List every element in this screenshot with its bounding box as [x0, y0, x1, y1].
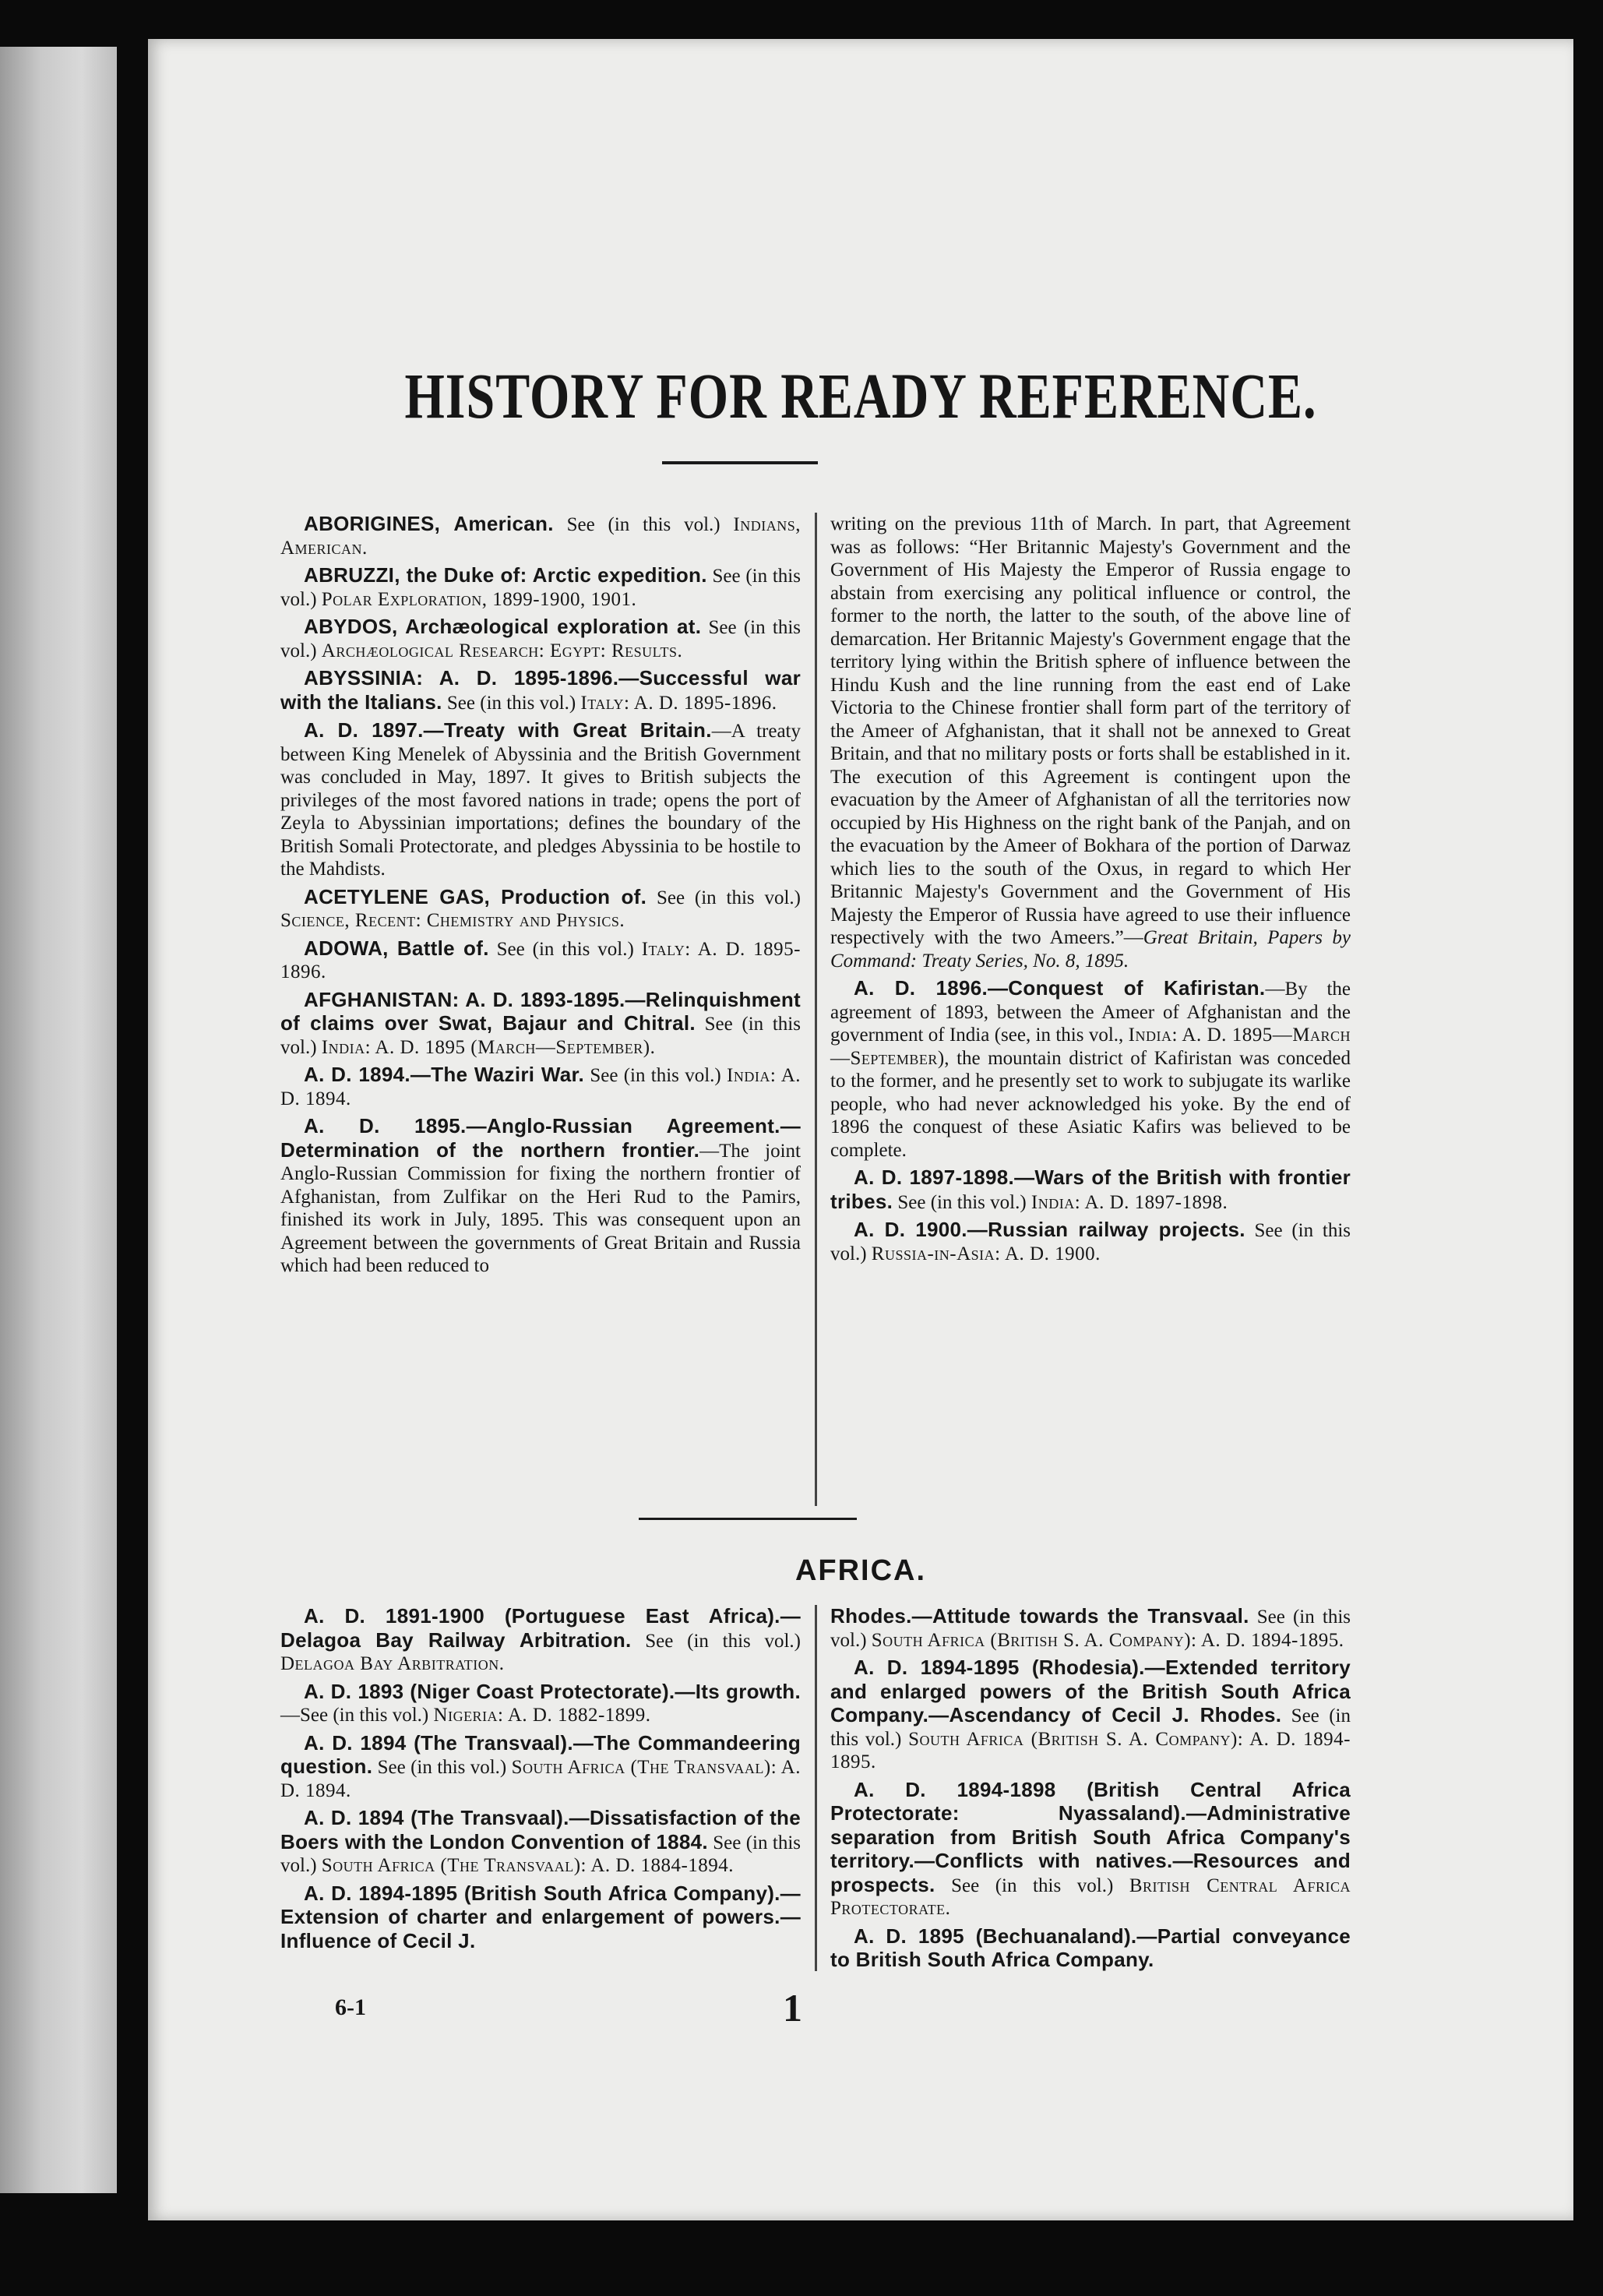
africa-column-divider — [815, 1605, 817, 1971]
entry-text: See (in this vol.) — [553, 514, 734, 535]
entry-text: See (in this vol.) — [830, 1705, 1351, 1750]
cross-reference: South Africa (British S. A. Company): A. D. 1894-1895. — [830, 1728, 1351, 1772]
cross-reference: South Africa (The Transvaal): A. D. 1894. — [280, 1757, 801, 1801]
entry-paragraph — [280, 886, 801, 933]
entry-paragraph — [830, 1605, 1351, 1652]
cross-reference: Archæological Research: Egypt: Results. — [321, 640, 683, 661]
entry-paragraph — [830, 977, 1351, 1162]
entry-subheading: A. D. 1894 (The Transvaal).—Dissatisfaction of the Boers with the London Convention of 1884. — [280, 1806, 801, 1853]
cross-reference: South Africa (The Transvaal): A. D. 1884-1894. — [321, 1855, 735, 1876]
cross-reference: Polar Exploration, 1899-1900, 1901. — [321, 588, 637, 610]
previous-page-edge — [0, 47, 117, 2193]
entry-text: See (in this vol.) — [631, 1630, 802, 1652]
entry-paragraph — [280, 1115, 801, 1278]
cross-reference: India: A. D. 1894. — [280, 1065, 801, 1109]
entry-paragraph — [280, 1882, 801, 1954]
entry-headword: ABYDOS, Archæological exploration at. — [304, 615, 702, 638]
entry-text: See (in this vol.) — [442, 692, 581, 714]
cross-reference: Russia-in-Asia: A. D. 1900. — [871, 1243, 1101, 1264]
entry-subheading: A. D. 1894-1895 (British South Africa Company).—Extension of charter and enlargement of powers.—Influence of Cecil J. — [280, 1881, 801, 1952]
entry-text: See (in this vol.) — [584, 1065, 728, 1086]
entry-headword: AFGHANISTAN: — [304, 987, 460, 1011]
entry-text: See (in this vol.) — [372, 1757, 512, 1778]
entry-headword: ADOWA, Battle of. — [304, 936, 489, 960]
entry-subheading: A. D. 1895-1896.—Successful war with the Italians. — [280, 666, 801, 714]
entry-subheading: A. D. 1894.—The Waziri War. — [304, 1063, 585, 1086]
entry-text: See (in this vol.) — [280, 566, 801, 610]
entry-paragraph — [280, 564, 801, 611]
document-page — [148, 39, 1573, 2220]
entry-subheading: Rhodes.—Attitude towards the Transvaal. — [830, 1604, 1249, 1628]
section-heading: AFRICA. — [794, 1554, 927, 1587]
entry-subheading: A. D. 1891-1900 (Portuguese East Africa).—Delagoa Bay Railway Arbitration. — [280, 1604, 801, 1652]
cross-reference: India: A. D. 1895—March—September — [830, 1025, 1351, 1069]
entry-text: See (in this vol.) — [830, 1606, 1351, 1651]
entry-text: —A treaty between King Menelek of Abyssinia and the British Government was concluded in May, 1897. It gives to British subjects the privileges of the most favored nations in trade; opens the port of Zeyla to Abyssinian importations; defines the boundary of the British Somali Protectorate, and pledges Abyssinia to be hostile to the Mahdists. — [280, 721, 801, 880]
cross-reference: Delagoa Bay Arbitration. — [280, 1653, 505, 1674]
cross-reference: India: A. D. 1897-1898. — [1030, 1191, 1228, 1213]
cross-reference: Science, Recent: Chemistry and Physics. — [280, 910, 625, 931]
entry-paragraph — [280, 989, 801, 1060]
entry-text: —The joint Anglo-Russian Commission for fixing the northern frontier of Afghanistan, from Zulfikar on the Heri Rud to the Pamirs, finished its work in July, 1895. This was consequent upon an Agreement between the governments of Great Britain and Russia which had been reduced to — [280, 1140, 801, 1276]
entry-text: See (in this vol.) — [646, 887, 801, 908]
citation: Great Britain, Papers by Command: Treaty Series, No. 8, 1895. — [830, 927, 1351, 972]
entry-paragraph — [280, 1807, 801, 1878]
cross-reference: Indians, American. — [280, 514, 801, 559]
entry-paragraph — [280, 1063, 801, 1110]
africa-column-left — [280, 1605, 801, 1958]
entry-paragraph — [830, 1166, 1351, 1214]
column-left — [280, 513, 801, 1282]
entry-subheading: A. D. 1897.—Treaty with Great Britain. — [304, 718, 712, 742]
entry-text: writing on the previous 11th of March. In part, that Agreement was as follows: “Her Britannic Majesty's Government and the Government of His Majesty the Emperor of Russia engage to abstain from exercising any political influence or control, the former to the north, the latter to the south, of the above line of demarcation. Her Britannic Majesty's Government engage that the territory lying within the British sphere of influence between the Hindu Kush and the line running from the east end of Lake Victoria to the Chinese frontier shall form part of the territory of the Ameer of Afghanistan, that it shall not be annexed to Great Britain, and that no military posts or forts shall be established in it. The execution of this Agreement is contingent upon the evacuation by the Ameer of Afghanistan of all the territories now occupied by His Highness on the right bank of the Panjah, and on the evacuation by the Ameer of Bokhara of the portion of Darwaz which lies to the south of the Oxus, in regard to which Her Britannic Majesty's Government and the Government of His Majesty the Emperor of Russia have agreed to use their influence respectively with the two Ameers.”— — [830, 513, 1351, 948]
entry-paragraph — [280, 1681, 801, 1727]
entry-text: See (in this vol.) — [280, 1014, 801, 1058]
entry-paragraph — [280, 1732, 801, 1803]
entry-paragraph — [280, 667, 801, 714]
cross-reference: Italy: A. D. 1895-1896. — [580, 692, 777, 714]
cross-reference: British Central Africa Protectorate. — [830, 1875, 1351, 1919]
entry-headword: ABORIGINES, American. — [304, 512, 554, 535]
africa-column-right — [830, 1605, 1351, 1977]
cross-reference: Nigeria: A. D. 1882-1899. — [433, 1705, 651, 1726]
entry-subheading: A. D. 1894-1898 (British Central Africa Protectorate: Nyassaland).—Administrative separation from British South Africa Company's territory.—Conflicts with natives.—Resources and prospects. — [830, 1777, 1351, 1896]
entry-subheading: A. D. 1893-1895.—Relinquishment of claims over Swat, Bajaur and Chitral. — [280, 987, 801, 1035]
entry-paragraph — [280, 719, 801, 881]
page-number: 1 — [783, 1986, 802, 2030]
cross-reference: South Africa (British S. A. Company): A. D. 1894-1895. — [871, 1629, 1344, 1651]
section-rule — [639, 1518, 857, 1520]
entry-paragraph — [830, 1219, 1351, 1265]
entry-headword: ACETYLENE GAS, Production of. — [304, 884, 647, 908]
entry-paragraph — [830, 1925, 1351, 1973]
column-divider — [815, 513, 817, 1506]
entry-paragraph — [280, 513, 801, 559]
entry-subheading: A. D. 1895.—Anglo-Russian Agreement.—Determination of the northern frontier. — [280, 1114, 801, 1162]
entry-text: See (in this vol.) — [488, 938, 642, 960]
cross-reference: India: A. D. 1895 (March—September). — [321, 1036, 656, 1058]
entry-subheading: A. D. 1895 (Bechuanaland).—Partial conveyance to British South Africa Company. — [830, 1924, 1351, 1971]
entry-paragraph — [830, 1779, 1351, 1920]
entry-subheading: A. D. 1894-1895 (Rhodesia).—Extended territory and enlarged powers of the British South Africa Company.—Ascendancy of Cecil J. Rhodes. — [830, 1656, 1351, 1726]
entry-text: ), the mountain district of Kafiristan was conceded to the former, and he presently set to work to subjugate its warlike people, who had never acknowledged his yoke. By the end of 1896 the conquest of these Asiatic Kafirs was believed to be complete. — [830, 1047, 1351, 1161]
page-title: HISTORY FOR READY REFERENCE. — [404, 361, 1317, 432]
entry-subheading: A. D. 1894 (The Transvaal).—The Commandeering question. — [280, 1730, 801, 1778]
entry-text: See (in this vol.) — [830, 1220, 1351, 1264]
entry-text: See (in this vol.) — [280, 617, 801, 661]
entry-text: See (in this vol.) — [935, 1875, 1129, 1896]
entry-paragraph — [830, 513, 1351, 972]
entry-paragraph — [280, 1605, 801, 1676]
entry-paragraph — [830, 1656, 1351, 1774]
entry-text: —By the agreement of 1893, between the Ameer of Afghanistan and the government of India (see, in this vol., — [830, 979, 1351, 1046]
cross-reference: Italy: A. D. 1895-1896. — [280, 938, 801, 982]
entry-paragraph — [280, 937, 801, 984]
entry-subheading: A. D. 1897-1898.—Wars of the British with frontier tribes. — [830, 1166, 1351, 1213]
entry-text: —See (in this vol.) — [280, 1705, 434, 1726]
entry-subheading: A. D. 1900.—Russian railway projects. — [854, 1218, 1245, 1241]
title-rule — [662, 461, 818, 464]
entry-paragraph — [280, 615, 801, 662]
entry-headword: ABRUZZI, the Duke of: Arctic expedition. — [304, 563, 707, 587]
signature-mark: 6-1 — [335, 1994, 366, 2020]
column-right — [830, 513, 1351, 1270]
entry-subheading: A. D. 1893 (Niger Coast Protectorate).—Its growth. — [304, 1679, 801, 1703]
entry-text: See (in this vol.) — [893, 1191, 1031, 1213]
entry-text: See (in this vol.) — [280, 1832, 801, 1876]
entry-subheading: A. D. 1896.—Conquest of Kafiristan. — [854, 976, 1266, 1000]
entry-headword: ABYSSINIA: — [304, 666, 424, 690]
